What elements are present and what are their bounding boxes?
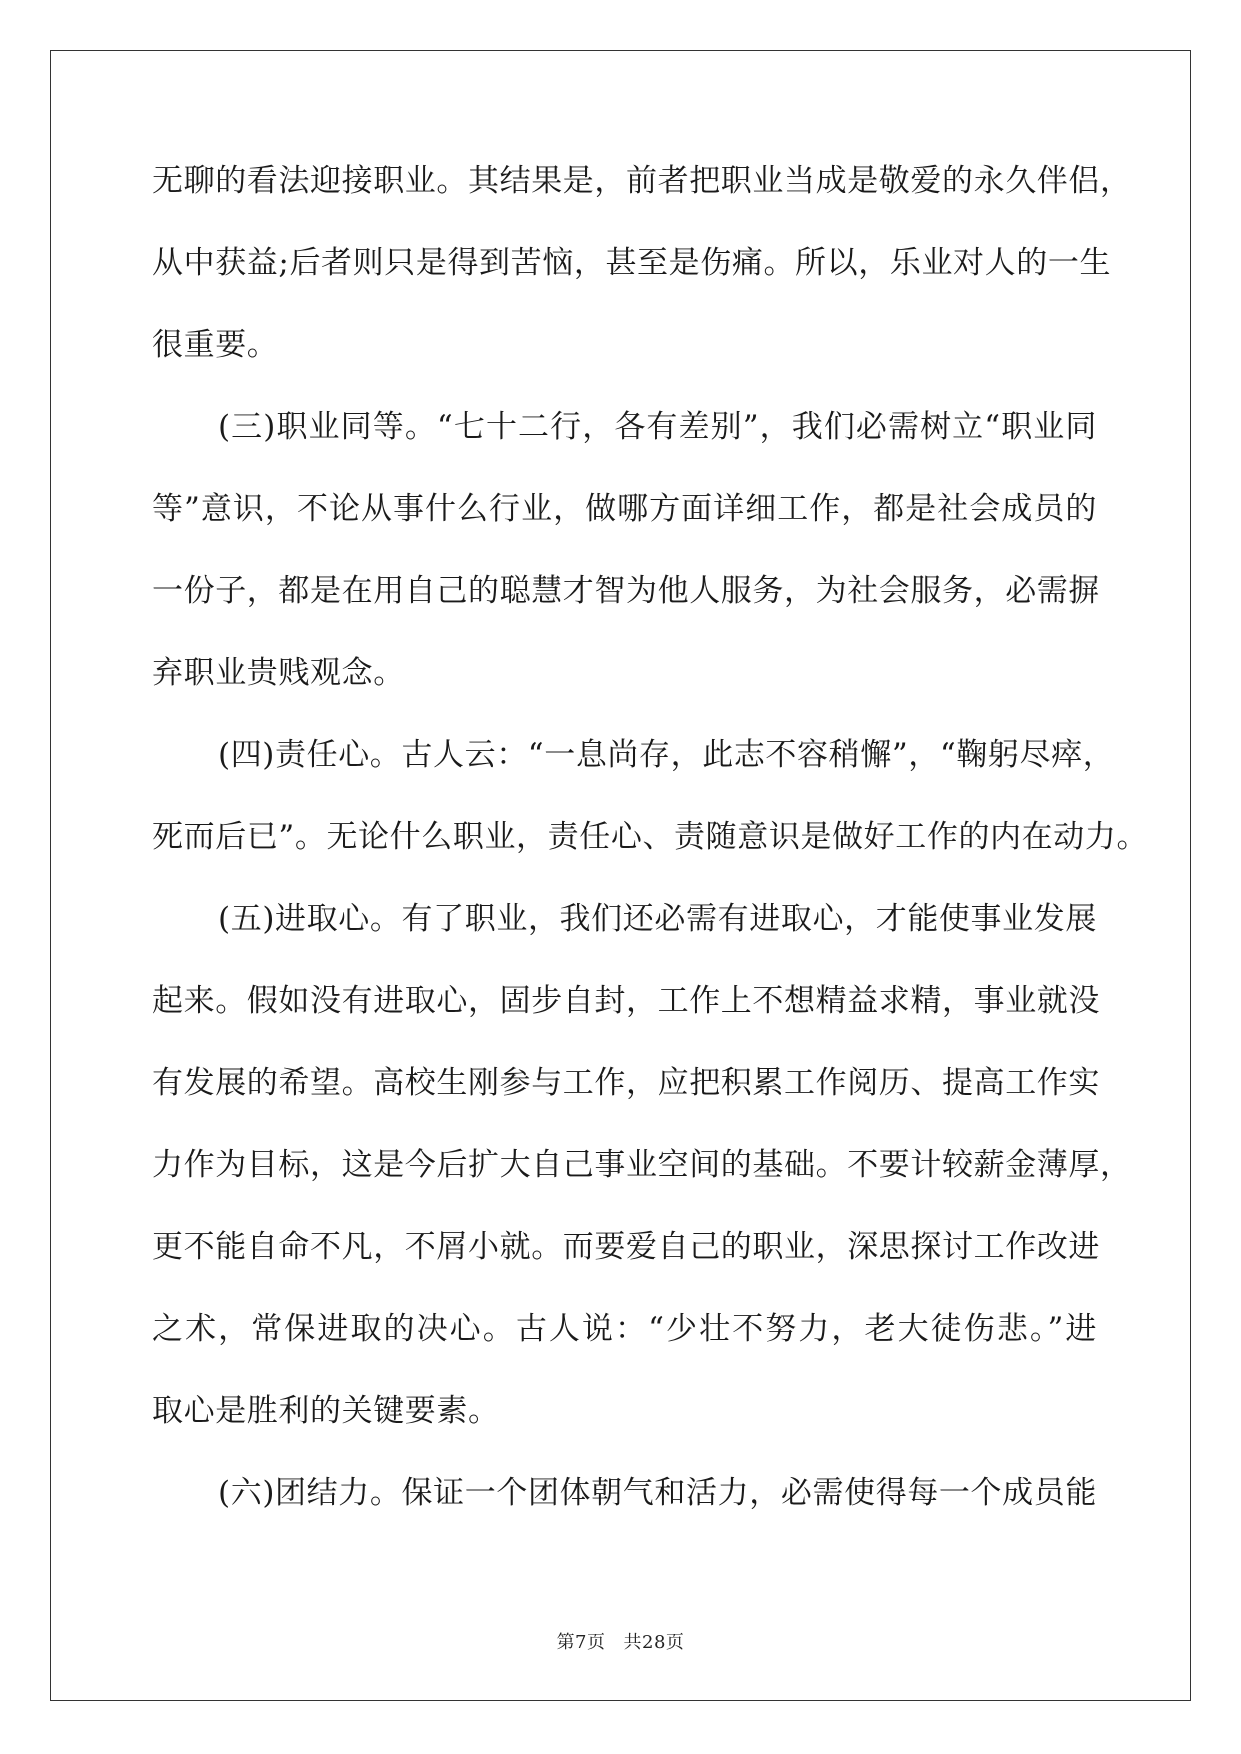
text-line: 一份子，都是在用自己的聪慧才智为他人服务，为社会服务，必需摒 bbox=[152, 573, 1100, 609]
paragraph-start-line: (四)责任心。古人云：“一息尚存，此志不容稍懈”，“鞠躬尽瘁， bbox=[218, 737, 1115, 773]
text-line: 更不能自命不凡，不屑小就。而要爱自己的职业，深思探讨工作改进 bbox=[152, 1229, 1100, 1265]
text-line: 等”意识，不论从事什么行业，做哪方面详细工作，都是社会成员的 bbox=[152, 491, 1097, 527]
page-footer bbox=[0, 1628, 1241, 1654]
text-line: 死而后已”。无论什么职业，责任心、责随意识是做好工作的内在动力。 bbox=[152, 819, 1149, 855]
paragraph-start-line: (六)团结力。保证一个团体朝气和活力，必需使得每一个成员能 bbox=[218, 1475, 1097, 1511]
text-line: 之术，常保进取的决心。古人说：“少壮不努力，老大徒伤悲。”进 bbox=[152, 1311, 1097, 1347]
text-line: 取心是胜利的关键要素。 bbox=[152, 1393, 500, 1429]
text-line: 起来。假如没有进取心，固步自封，工作上不想精益求精，事业就没 bbox=[152, 983, 1100, 1019]
text-line: 无聊的看法迎接职业。其结果是，前者把职业当成是敬爱的永久伴侣， bbox=[152, 163, 1132, 199]
text-line: 力作为目标，这是今后扩大自己事业空间的基础。不要计较薪金薄厚， bbox=[152, 1147, 1132, 1183]
text-line: 很重要。 bbox=[152, 327, 279, 363]
text-line: 弃职业贵贱观念。 bbox=[152, 655, 405, 691]
page-number: 第7页 bbox=[556, 1632, 606, 1653]
text-line: 有发展的希望。高校生刚参与工作，应把积累工作阅历、提高工作实 bbox=[152, 1065, 1100, 1101]
document-body bbox=[152, 160, 1149, 1554]
paragraph-start-line: (三)职业同等。“七十二行，各有差别”，我们必需树立“职业同 bbox=[218, 409, 1097, 445]
text-line: 从中获益;后者则只是得到苦恼，甚至是伤痛。所以，乐业对人的一生 bbox=[152, 245, 1112, 281]
page-total: 共28页 bbox=[623, 1632, 685, 1653]
paragraph-start-line: (五)进取心。有了职业，我们还必需有进取心，才能使事业发展 bbox=[218, 901, 1097, 937]
